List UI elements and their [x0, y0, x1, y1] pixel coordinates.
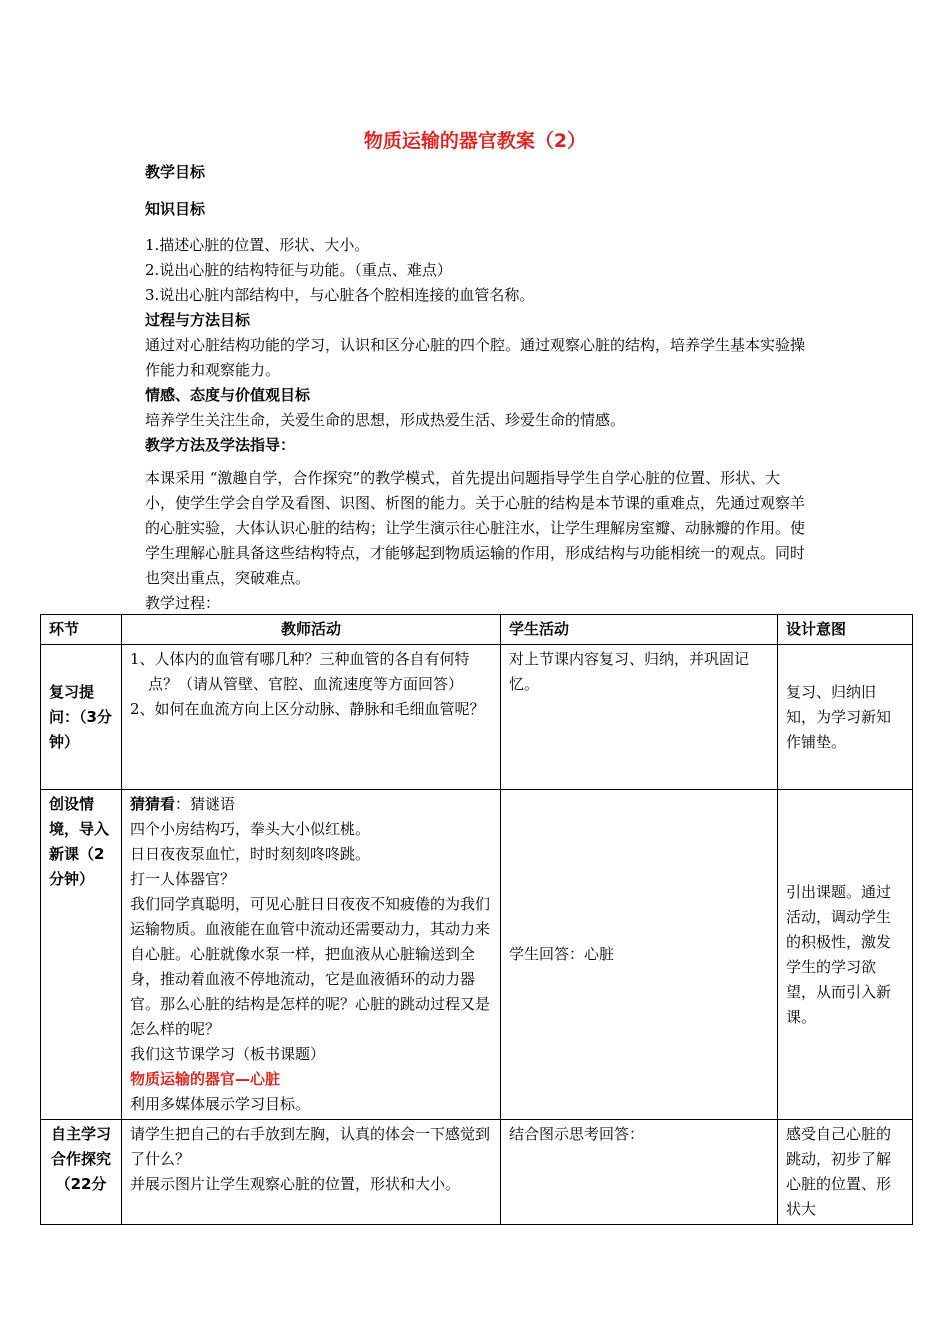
- student-cell: 结合图示思考回答：: [501, 1120, 778, 1225]
- intent-cell: 引出课题。通过活动，调动学生的积极性，激发学生的学习欲望，从而引入新课。: [778, 790, 913, 1120]
- knowledge-item: 1.描述心脏的位置、形状、大小。: [145, 236, 370, 254]
- student-cell: 对上节课内容复习、归纳，并巩固记忆。: [501, 645, 778, 790]
- method-section: [145, 466, 810, 616]
- emotion-text: 培养学生关注生命，关爱生命的思想，形成热爱生活、珍爱生命的情感。: [145, 411, 626, 429]
- knowledge-list: [145, 233, 810, 458]
- teacher-line: 利用多媒体展示学习目标。: [130, 1095, 311, 1113]
- teacher-line: 2、如何在血流方向上区分动脉、静脉和毛细血管呢？: [130, 700, 485, 718]
- teacher-cell: [122, 1120, 501, 1225]
- teacher-line: 1、人体内的血管有哪几种？三种血管的各自有何特点？（请从管壁、官腔、血流速度等方面回答）: [130, 650, 470, 693]
- table-header-row: [41, 615, 913, 645]
- header-intent: 设计意图: [778, 615, 913, 645]
- table-row: [41, 1120, 913, 1225]
- process-heading: 过程与方法目标: [145, 311, 251, 329]
- stage-label: 创设情境，导入新课（2分钟）: [49, 795, 110, 888]
- riddle-rest: ：猜谜语: [175, 795, 236, 813]
- stage-cell: [41, 790, 122, 1120]
- riddle-label: 猜猜看: [130, 795, 176, 813]
- student-cell: 学生回答：心脏: [501, 790, 778, 1120]
- teacher-line: 四个小房结构巧，拳头大小似红桃。: [130, 820, 371, 838]
- process-text: 通过对心脏结构功能的学习，认识和区分心脏的四个腔。通过观察心脏的结构，培养学生基本实验操作能力和观察能力。: [145, 336, 806, 379]
- intent-cell: 复习、归纳旧知，为学习新知作铺垫。: [778, 645, 913, 790]
- table-row: [41, 790, 913, 1120]
- teacher-line: [130, 792, 492, 817]
- header-student: 学生活动: [501, 615, 778, 645]
- process-label: 教学过程：: [145, 594, 221, 612]
- method-text: 本课采用 “激趣自学，合作探究”的教学模式，首先提出问题指导学生自学心脏的位置、形状、大小，使学生学会自学及看图、识图、析图的能力。关于心脏的结构是本节课的重难点，先通过观察羊的心脏实验，大体认识心脏的结构；让学生演示往心脏注水，让学生理解房室瓣、动脉瓣的作用。使学生理解心脏具备这些结构特点，才能够起到物质运输的作用，形成结构与功能相统一的观点。同时也突出重点，突破难点。: [145, 469, 806, 587]
- emotion-heading: 情感、态度与价值观目标: [145, 386, 311, 404]
- stage-cell: [41, 1120, 122, 1225]
- table-row: [41, 645, 913, 790]
- teacher-cell: [122, 645, 501, 790]
- teacher-line: 我们同学真聪明，可见心脏日日夜夜不知疲倦的为我们运输物质。血液能在血管中流动还需要动力，其动力来自心脏。心脏就像水泵一样，把血液从心脏输送到全身，推动着血液不停地流动，它是血液循环的动力器官。那么心脏的结构是怎样的呢？心脏的跳动过程又是怎么样的呢？: [130, 895, 491, 1038]
- lesson-topic-red: 物质运输的器官—心脏: [130, 1070, 281, 1088]
- header-teacher: 教师活动: [122, 615, 501, 645]
- teacher-line: 我们这节课学习（板书课题）: [130, 1045, 326, 1063]
- teacher-cell: [122, 790, 501, 1120]
- stage-label: 复习提问：（3分钟）: [49, 682, 112, 751]
- teacher-line: 打一人体器官？: [130, 870, 236, 888]
- method-heading: 教学方法及学法指导：: [145, 436, 296, 454]
- intent-cell: 感受自己心脏的跳动，初步了解心脏的位置、形状大: [778, 1120, 913, 1225]
- lesson-table: [40, 614, 913, 1225]
- teacher-line: 并展示图片让学生观察心脏的位置，形状和大小。: [130, 1175, 461, 1193]
- teacher-line: 请学生把自己的右手放到左胸，认真的体会一下感觉到了什么？: [130, 1125, 491, 1168]
- teaching-goals-heading-text: 教学目标: [145, 163, 206, 181]
- knowledge-item: 3.说出心脏内部结构中，与心脏各个腔相连接的血管名称。: [145, 286, 535, 304]
- knowledge-heading-text: 知识目标: [145, 200, 206, 218]
- document-title: 物质运输的器官教案（2）: [363, 130, 587, 152]
- knowledge-heading: [145, 197, 810, 222]
- header-stage: 环节: [41, 615, 122, 645]
- knowledge-item: 2.说出心脏的结构特征与功能。（重点、难点）: [145, 261, 452, 279]
- teaching-goals-heading: [145, 160, 810, 185]
- stage-label: 自主学习合作探究（22分: [50, 1125, 111, 1193]
- teacher-line: 日日夜夜泵血忙，时时刻刻咚咚跳。: [130, 845, 371, 863]
- stage-cell: [41, 645, 122, 790]
